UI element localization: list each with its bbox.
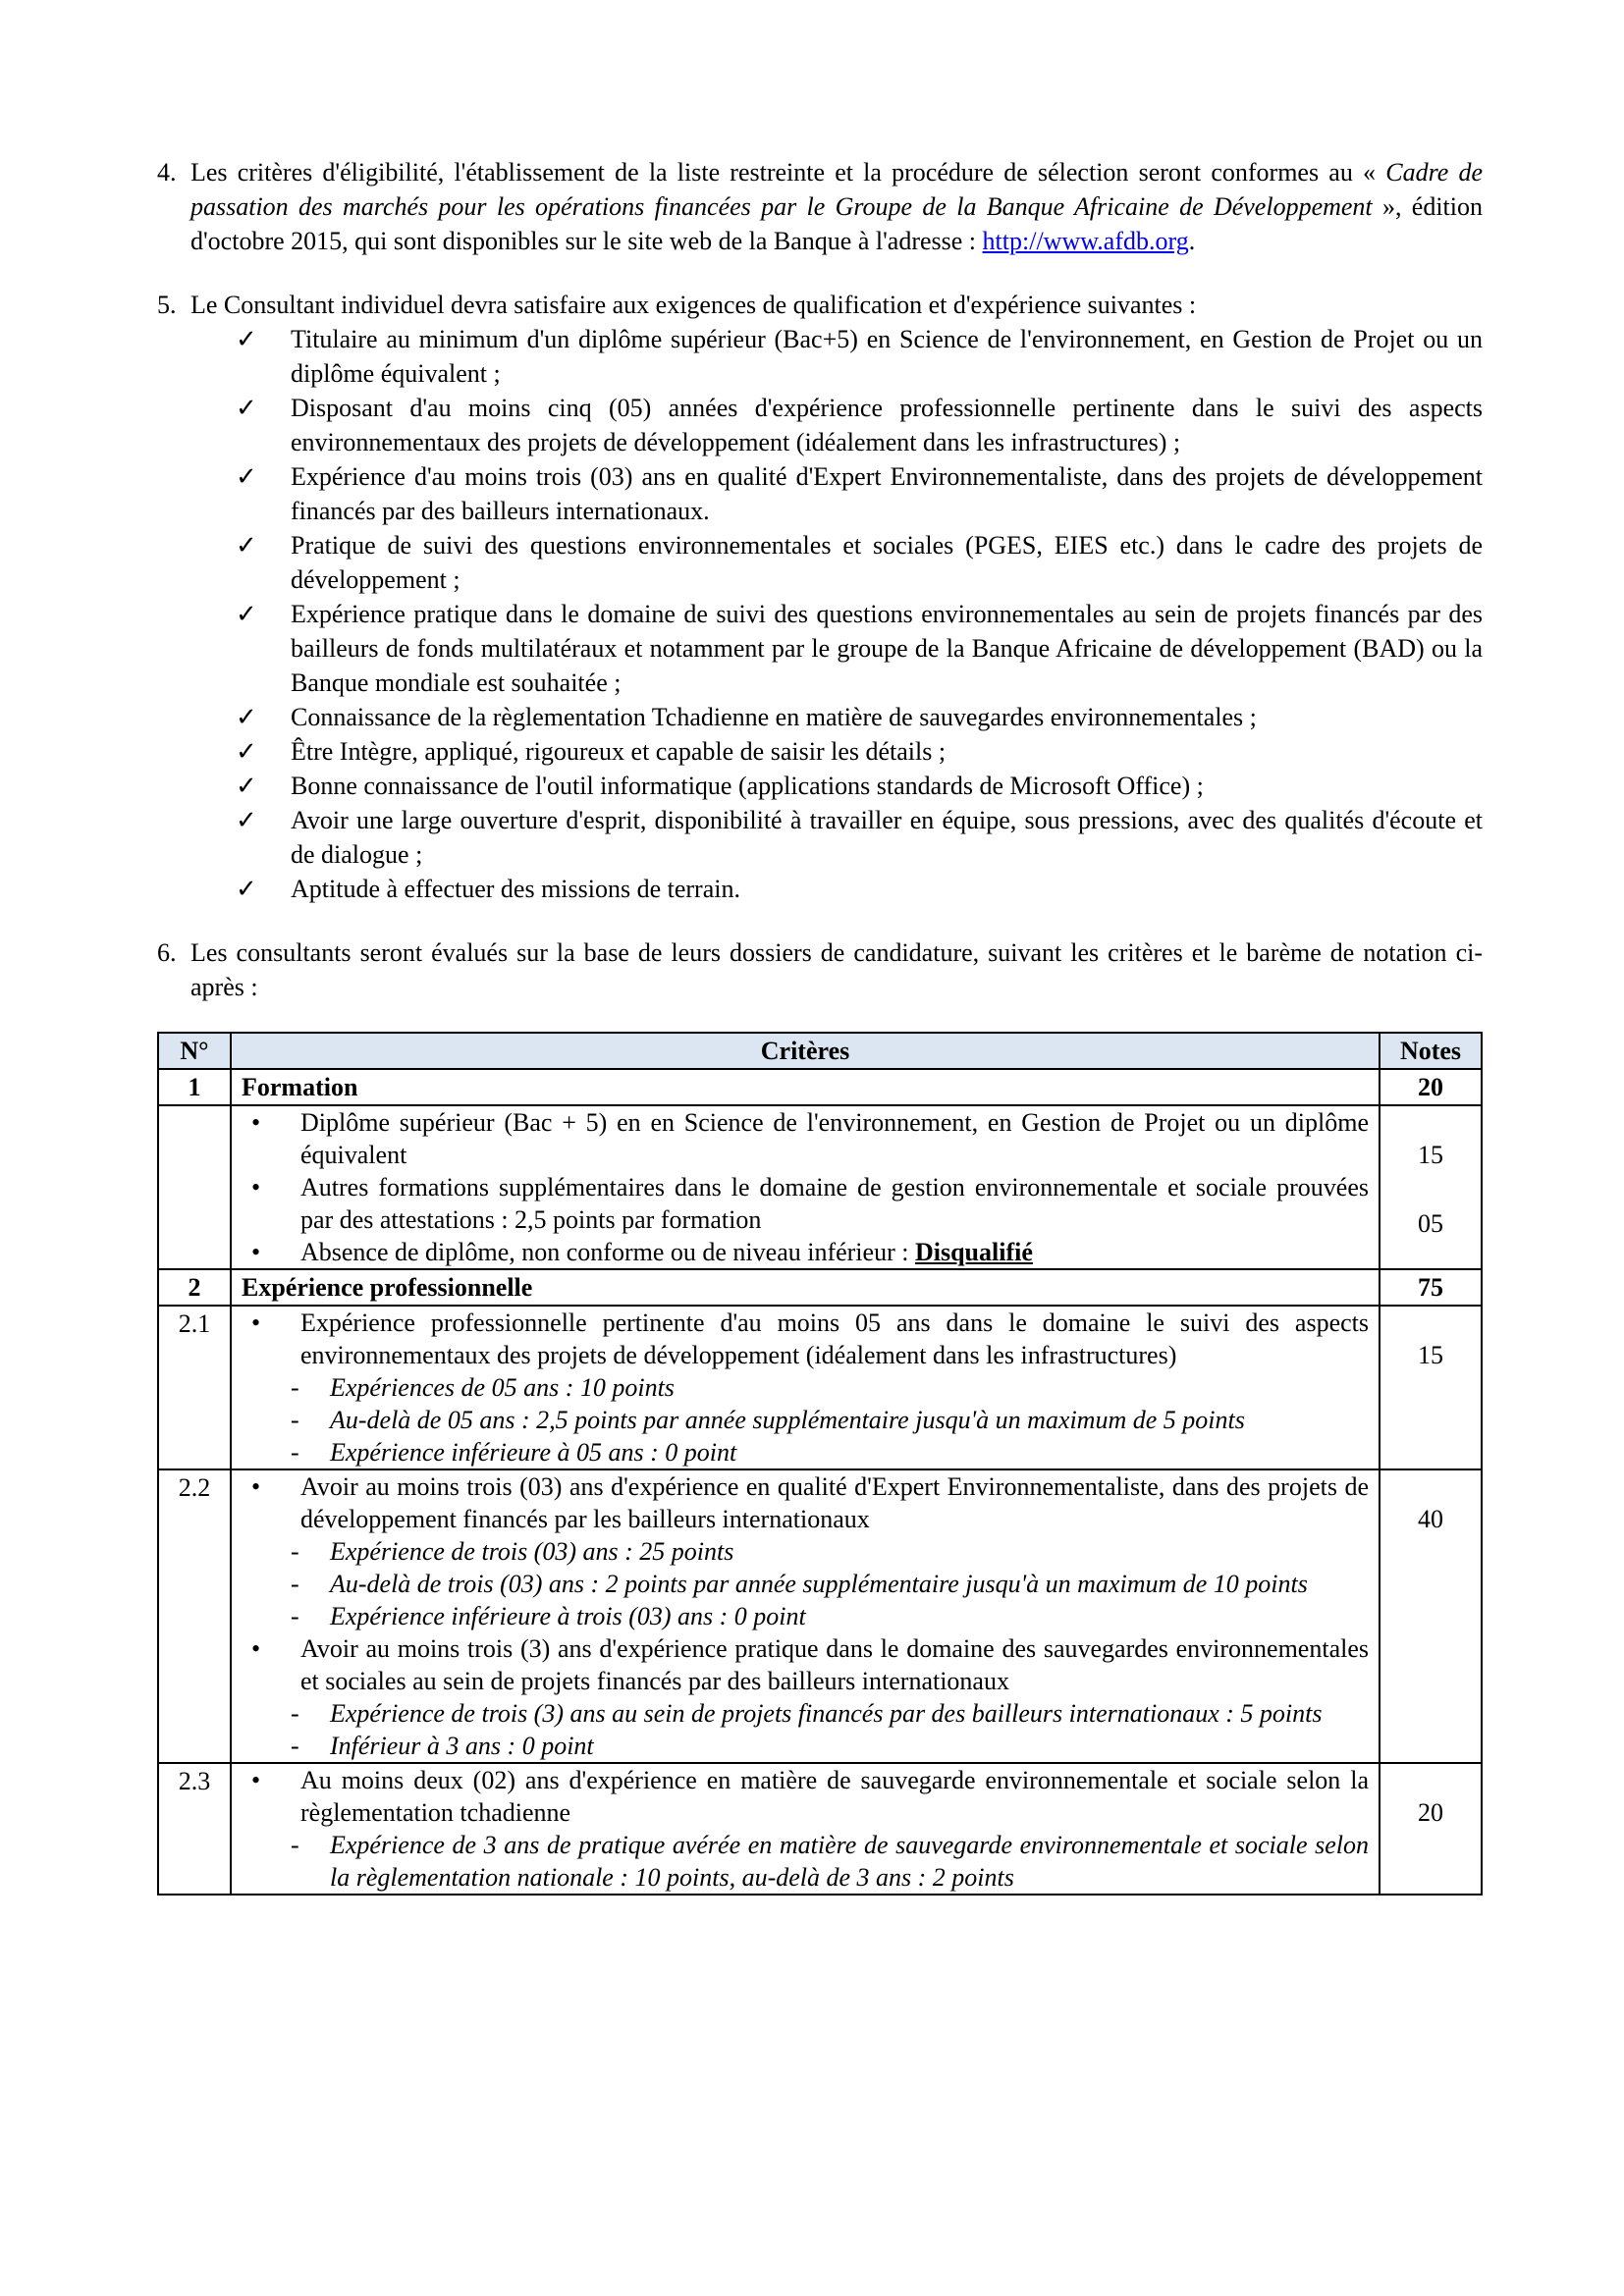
criteria-bullet: • Avoir au moins trois (03) ans d'expérience en qualité d'Expert Environnementaliste, dans des projets de développement financés par les bailleurs internationaux	[251, 1472, 1369, 1533]
item-number: 5.	[157, 291, 177, 319]
checkmark-icon: ✓	[236, 394, 257, 422]
table-row: 2.2 • Avoir au moins trois (03) ans d'expérience en qualité d'Expert Environnementaliste, dans des projets de développement financés par les bailleurs internationaux - Expérience de trois (03) ans : 25 points - Au-delà de trois (03) ans : 2 points par année supplémentaire jusqu'à un maximum de 10 points - Expérience inférieure à trois (03) ans : 0 point • Avoir au moins trois (3) ans d'expérience pratique dans le domaine des sauvegardes environnementales et sociales au sein de projets financés par des bailleurs internationaux - Expérience de trois (3) ans au sein de projets financés par des bailleurs internationaux : 5 points - Inférieur à 3 ans : 0 point 40	[158, 1469, 1482, 1763]
scoring-table	[157, 1032, 1483, 1896]
numbered-item-6	[157, 935, 1483, 1004]
criteria-subitem: - Expérience de trois (3) ans au sein de projets financés par des bailleurs internationaux : 5 points	[291, 1699, 1323, 1728]
checklist-item: ✓ Bonne connaissance de l'outil informatique (applications standards de Microsoft Office) ;	[236, 769, 1483, 803]
checklist-item: ✓ Connaissance de la règlementation Tchadienne en matière de sauvegardes environnementales ;	[236, 700, 1483, 734]
checkmark-icon: ✓	[236, 703, 257, 731]
checklist-item: ✓ Disposant d'au moins cinq (05) années d'expérience professionnelle pertinente dans le suivi des aspects environnementaux des projets de développement (idéalement dans les infrastructures) ;	[236, 391, 1483, 459]
numbered-item-4	[157, 155, 1483, 258]
item-number: 4.	[157, 158, 177, 187]
numbered-item-5	[157, 288, 1483, 322]
criteria-subitem: - Expérience inférieure à 05 ans : 0 point	[291, 1438, 737, 1467]
criteria-subitem: - Expériences de 05 ans : 10 points	[291, 1373, 675, 1402]
header-num: N°	[158, 1033, 231, 1069]
criteria-bullet: • Autres formations supplémentaires dans le domaine de gestion environnementale et sociale prouvées par des attestations : 2,5 points par formation	[251, 1173, 1369, 1234]
checkmark-icon: ✓	[236, 875, 257, 903]
criteria-subitem: - Au-delà de trois (03) ans : 2 points par année supplémentaire jusqu'à un maximum de 10 points	[291, 1570, 1308, 1598]
item-text: Les critères d'éligibilité, l'établissement de la liste restreinte et la procédure de sélection seront conformes au « Cadre de passation des marchés pour les opérations financées par le Groupe de la Banque Africaine de Développement », édition d'octobre 2015, qui sont disponibles sur le site web de la Banque à l'adresse : http://www.afdb.org.	[190, 158, 1484, 255]
checkmark-icon: ✓	[236, 737, 257, 766]
criteria-subitem: - Au-delà de 05 ans : 2,5 points par année supplémentaire jusqu'à un maximum de 5 points	[291, 1406, 1245, 1434]
checkmark-icon: ✓	[236, 600, 257, 628]
checkmark-icon: ✓	[236, 531, 257, 560]
criteria-subitem: - Expérience de 3 ans de pratique avérée en matière de sauvegarde environnementale et sociale selon la règlementation nationale : 10 points, au-delà de 3 ans : 2 points	[291, 1831, 1369, 1892]
criteria-bullet: • Expérience professionnelle pertinente d'au moins 05 ans dans le domaine le suivi des aspects environnementaux des projets de développement (idéalement dans les infrastructures)	[251, 1308, 1369, 1369]
checkmark-icon: ✓	[236, 806, 257, 834]
section-row-formation: 1 Formation 20	[158, 1069, 1482, 1105]
checklist-item: ✓ Avoir une large ouverture d'esprit, disponibilité à travailler en équipe, sous pressions, avec des qualités d'écoute et de dialogue ;	[236, 803, 1483, 872]
table-row: 2.1 • Expérience professionnelle pertinente d'au moins 05 ans dans le domaine le suivi des aspects environnementaux des projets de développement (idéalement dans les infrastructures) - Expériences de 05 ans : 10 points - Au-delà de 05 ans : 2,5 points par année supplémentaire jusqu'à un maximum de 5 points - Expérience inférieure à 05 ans : 0 point 15	[158, 1306, 1482, 1469]
item-number: 6.	[157, 938, 177, 967]
header-criteria: Critères	[231, 1033, 1380, 1069]
item-text: Le Consultant individuel devra satisfaire aux exigences de qualification et d'expérience suivantes :	[190, 291, 1197, 319]
section-row-experience: 2 Expérience professionnelle 75	[158, 1269, 1482, 1306]
checkmark-icon: ✓	[236, 325, 257, 353]
checkmark-icon: ✓	[236, 462, 257, 491]
criteria-bullet: • Avoir au moins trois (3) ans d'expérience pratique dans le domaine des sauvegardes environnementales et sociales au sein de projets financés par des bailleurs internationaux	[251, 1634, 1369, 1695]
checkmark-icon: ✓	[236, 772, 257, 800]
table-row: 2.3 • Au moins deux (02) ans d'expérience en matière de sauvegarde environnementale et sociale selon la règlementation tchadienne - Expérience de 3 ans de pratique avérée en matière de sauvegarde environnementale et sociale selon la règlementation nationale : 10 points, au-delà de 3 ans : 2 points 20	[158, 1763, 1482, 1895]
criteria-subitem: - Expérience inférieure à trois (03) ans : 0 point	[291, 1602, 806, 1630]
checklist-item: ✓ Être Intègre, appliqué, rigoureux et capable de saisir les détails ;	[236, 734, 1483, 769]
checklist-item: ✓ Pratique de suivi des questions environnementales et sociales (PGES, EIES etc.) dans le cadre des projets de développement ;	[236, 528, 1483, 597]
checklist-item: ✓ Titulaire au minimum d'un diplôme supérieur (Bac+5) en Science de l'environnement, en Gestion de Projet ou un diplôme équivalent ;	[236, 322, 1483, 391]
table-header-row	[158, 1033, 1482, 1069]
criteria-bullet: • Absence de diplôme, non conforme ou de niveau inférieur : Disqualifié	[251, 1238, 1033, 1266]
page	[157, 155, 1483, 1896]
criteria-bullet: • Au moins deux (02) ans d'expérience en matière de sauvegarde environnementale et sociale selon la règlementation tchadienne	[251, 1766, 1369, 1827]
checklist-item: ✓ Aptitude à effectuer des missions de terrain.	[236, 872, 1483, 906]
criteria-subitem: - Expérience de trois (03) ans : 25 points	[291, 1537, 734, 1566]
checklist-item: ✓ Expérience pratique dans le domaine de suivi des questions environnementales au sein de projets financés par des bailleurs de fonds multilatéraux et notamment par le groupe de la Banque Africaine de développement (BAD) ou la Banque mondiale est souhaitée ;	[236, 597, 1483, 700]
disqualified-label: Disqualifié	[914, 1238, 1033, 1266]
criteria-bullet: • Diplôme supérieur (Bac + 5) en en Science de l'environnement, en Gestion de Projet ou un diplôme équivalent	[251, 1108, 1369, 1169]
header-notes: Notes	[1380, 1033, 1482, 1069]
table-row: • Diplôme supérieur (Bac + 5) en en Science de l'environnement, en Gestion de Projet ou un diplôme équivalent • Autres formations supplémentaires dans le domaine de gestion environnementale et sociale prouvées par des attestations : 2,5 points par formation • Absence de diplôme, non conforme ou de niveau inférieur : Disqualifié 15 05	[158, 1105, 1482, 1269]
checklist-item: ✓ Expérience d'au moins trois (03) ans en qualité d'Expert Environnementaliste, dans des projets de développement financés par des bailleurs internationaux.	[236, 459, 1483, 528]
criteria-subitem: - Inférieur à 3 ans : 0 point	[291, 1732, 594, 1760]
afdb-link[interactable]: http://www.afdb.org	[982, 227, 1189, 255]
qualification-checklist	[236, 322, 1483, 906]
item-text: Les consultants seront évalués sur la base de leurs dossiers de candidature, suivant les critères et le barème de notation ci-après :	[190, 938, 1483, 1001]
